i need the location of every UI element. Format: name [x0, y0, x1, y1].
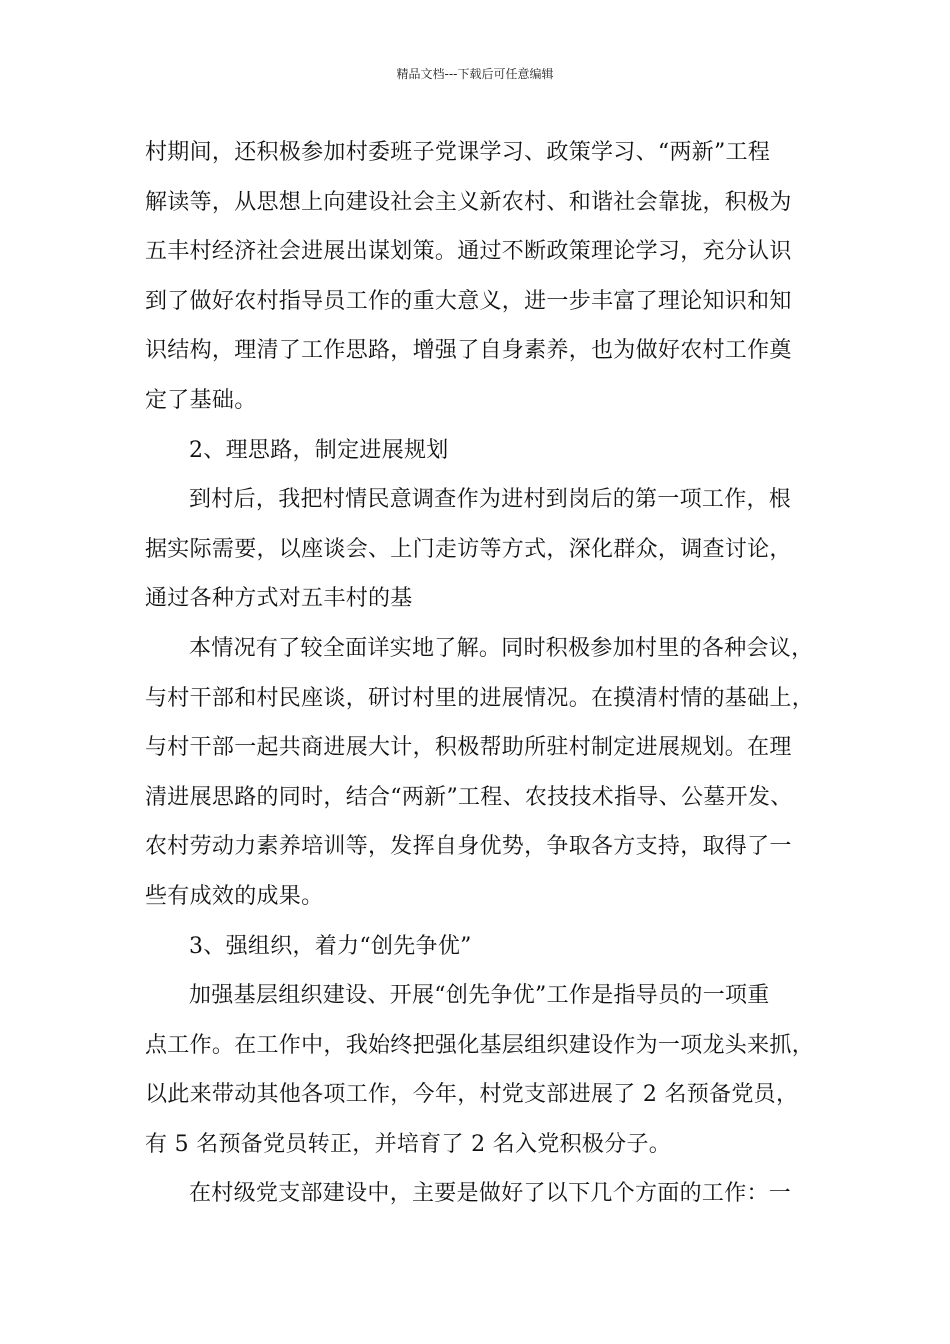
text-line: 村期间，还积极参加村委班子党课学习、政策学习、“两新”工程 [145, 140, 771, 165]
section-heading-3 [145, 922, 810, 972]
page-header: 精品文档---下载后可任意编辑 [396, 67, 554, 81]
text-line: 以此来带动其他各项工作，今年，村党支部进展了 2 名预备党员， [145, 1082, 799, 1108]
text-line: 加强基层组织建设、开展“创先争优”工作是指导员的一项重 [189, 983, 770, 1009]
text-line: 定了基础。 [145, 387, 257, 413]
document-body [145, 128, 815, 1219]
text-line: 与村干部一起共商进展大计，积极帮助所驻村制定进展规划。在理 [145, 735, 792, 761]
text-line: 五丰村经济社会进展出谋划策。通过不断政策理论学习，充分认识 [145, 239, 792, 265]
text-line: 通过各种方式对五丰村的基 [145, 586, 413, 612]
paragraph-3 [145, 475, 810, 624]
paragraph-4 [145, 624, 815, 922]
text-line: 与村干部和村民座谈，研讨村里的进展情况。在摸清村情的基础上， [145, 685, 815, 711]
text-line: 在村级党支部建设中，主要是做好了以下几个方面的工作：一 [189, 1181, 792, 1207]
text-line: 识结构，理清了工作思路，增强了自身素养，也为做好农村工作奠 [145, 338, 792, 364]
heading-line: 2、理思路，制定进展规划 [189, 437, 449, 463]
text-line: 些有成效的成果。 [145, 883, 324, 909]
text-line: 到村后，我把村情民意调查作为进村到岗后的第一项工作，根 [189, 487, 792, 513]
text-line: 据实际需要，以座谈会、上门走访等方式，深化群众，调查讨论， [145, 536, 792, 562]
heading-line: 3、强组织，着力“创先争优” [189, 933, 472, 959]
section-heading-2 [145, 426, 810, 476]
paragraph-7 [145, 1169, 810, 1219]
paragraph-6 [145, 971, 815, 1169]
text-line: 到了做好农村指导员工作的重大意义，进一步丰富了理论知识和知 [145, 288, 792, 314]
text-line: 有 5 名预备党员转正，并培育了 2 名入党积极分子。 [145, 1131, 672, 1157]
text-line: 清进展思路的同时，结合“两新”工程、农技技术指导、公墓开发、 [145, 784, 793, 810]
text-line: 本情况有了较全面详实地了解。同时积极参加村里的各种会议， [189, 635, 814, 661]
paragraph-1 [145, 128, 810, 426]
text-line: 解读等，从思想上向建设社会主义新农村、和谐社会靠拢，积极为 [145, 189, 792, 215]
text-line: 农村劳动力素养培训等，发挥自身优势，争取各方支持，取得了一 [145, 834, 792, 860]
text-line: 点工作。在工作中，我始终把强化基层组织建设作为一项龙头来抓， [145, 1032, 815, 1058]
